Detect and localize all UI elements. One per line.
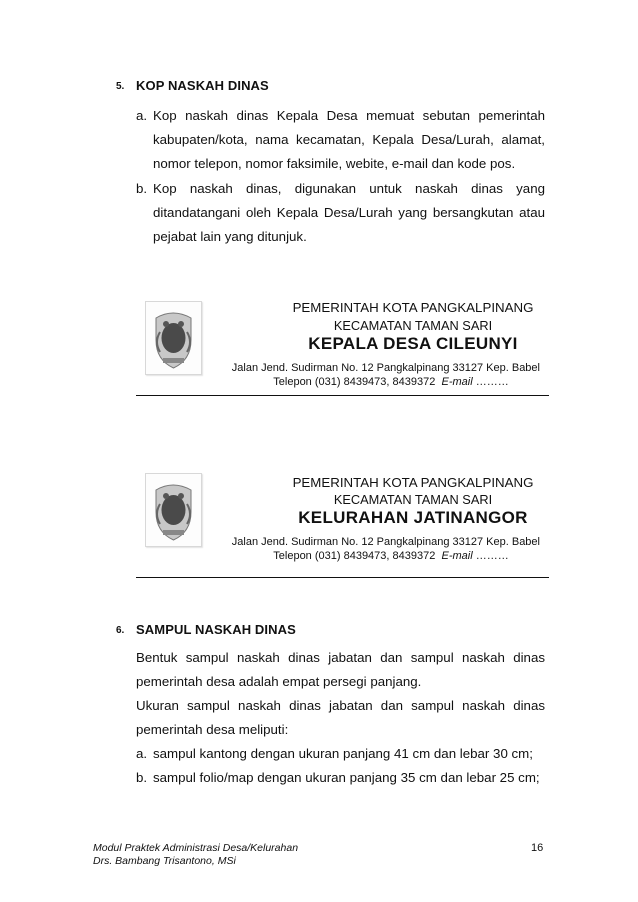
text-line: Kop naskah dinas, digunakan untuk naskah dinas yang — [153, 181, 545, 196]
section-title: SAMPUL NASKAH DINAS — [136, 622, 296, 637]
kop-address-line: Jalan Jend. Sudirman No. 12 Pangkalpinang 33127 Kep. Babel — [231, 536, 540, 548]
emblem-logo — [145, 473, 202, 547]
emblem-icon — [146, 474, 201, 546]
kop-phone: Telepon (031) 8439473, 8439372 — [273, 550, 436, 562]
footer-author: Drs. Bambang Trisantono, MSi — [93, 855, 236, 867]
text-line: pejabat lain yang ditunjuk. — [153, 229, 307, 244]
list-item-text: sampul folio/map dengan ukuran panjang 35 cm dan lebar 25 cm; — [153, 770, 540, 785]
kop-address-line: Jalan Jend. Sudirman No. 12 Pangkalpinang 33127 Kep. Babel — [231, 362, 540, 374]
kop-email-label: E-mail — [441, 550, 473, 562]
kop-divider — [136, 577, 549, 578]
section-number: 5. — [116, 81, 125, 92]
kop-phone: Telepon (031) 8439473, 8439372 — [273, 376, 436, 388]
kop-address — [220, 535, 540, 563]
kop-government: PEMERINTAH KOTA PANGKALPINANG — [292, 475, 534, 490]
text-line: Bentuk sampul naskah dinas jabatan dan sampul naskah dinas — [136, 650, 545, 665]
text-line: pemerintah desa adalah empat persegi panjang. — [136, 674, 422, 689]
list-label: a. — [136, 746, 148, 761]
text-line: pemerintah desa meliputi: — [136, 722, 289, 737]
list-label: a. — [136, 108, 148, 123]
kop-address — [220, 361, 540, 389]
emblem-logo — [145, 301, 202, 375]
kop-kecamatan: KECAMATAN TAMAN SARI — [333, 318, 493, 333]
kop-email-label: E-mail — [441, 376, 473, 388]
emblem-icon — [146, 302, 201, 374]
kop-office-name: KEPALA DESA CILEUNYI — [308, 334, 518, 353]
footer-module-title: Modul Praktek Administrasi Desa/Kelurahan — [93, 842, 299, 854]
list-item-text — [153, 177, 545, 249]
kop-government: PEMERINTAH KOTA PANGKALPINANG — [292, 300, 534, 315]
text-line: nomor telepon, nomor faksimile, webite, e-mail dan kode pos. — [153, 156, 516, 171]
text-line: ditandatangani oleh Kepala Desa/Lurah yang bersangkutan atau — [153, 205, 545, 220]
kop-contact-line — [220, 549, 540, 563]
section-title: KOP NASKAH DINAS — [136, 78, 269, 93]
text-line: Kop naskah dinas Kepala Desa memuat sebutan pemerintah — [153, 108, 545, 123]
kop-contact-line — [220, 375, 540, 389]
section-number: 6. — [116, 625, 125, 636]
list-label: b. — [136, 181, 148, 196]
kop-divider — [136, 395, 549, 396]
paragraph — [136, 694, 545, 742]
kop-email-value: ……… — [475, 550, 509, 562]
list-label: b. — [136, 770, 148, 785]
list-item-text: sampul kantong dengan ukuran panjang 41 cm dan lebar 30 cm; — [153, 746, 533, 761]
kop-kecamatan: KECAMATAN TAMAN SARI — [333, 492, 493, 507]
text-line: Ukuran sampul naskah dinas jabatan dan sampul naskah dinas — [136, 698, 545, 713]
list-item-text — [153, 104, 545, 176]
kop-email-value: ……… — [475, 376, 509, 388]
page-footer — [93, 842, 298, 868]
kop-office-name: KELURAHAN JATINANGOR — [298, 508, 528, 527]
page-number: 16 — [531, 842, 544, 854]
text-line: kabupaten/kota, nama kecamatan, Kepala Desa/Lurah, alamat, — [153, 132, 545, 147]
paragraph — [136, 646, 545, 694]
